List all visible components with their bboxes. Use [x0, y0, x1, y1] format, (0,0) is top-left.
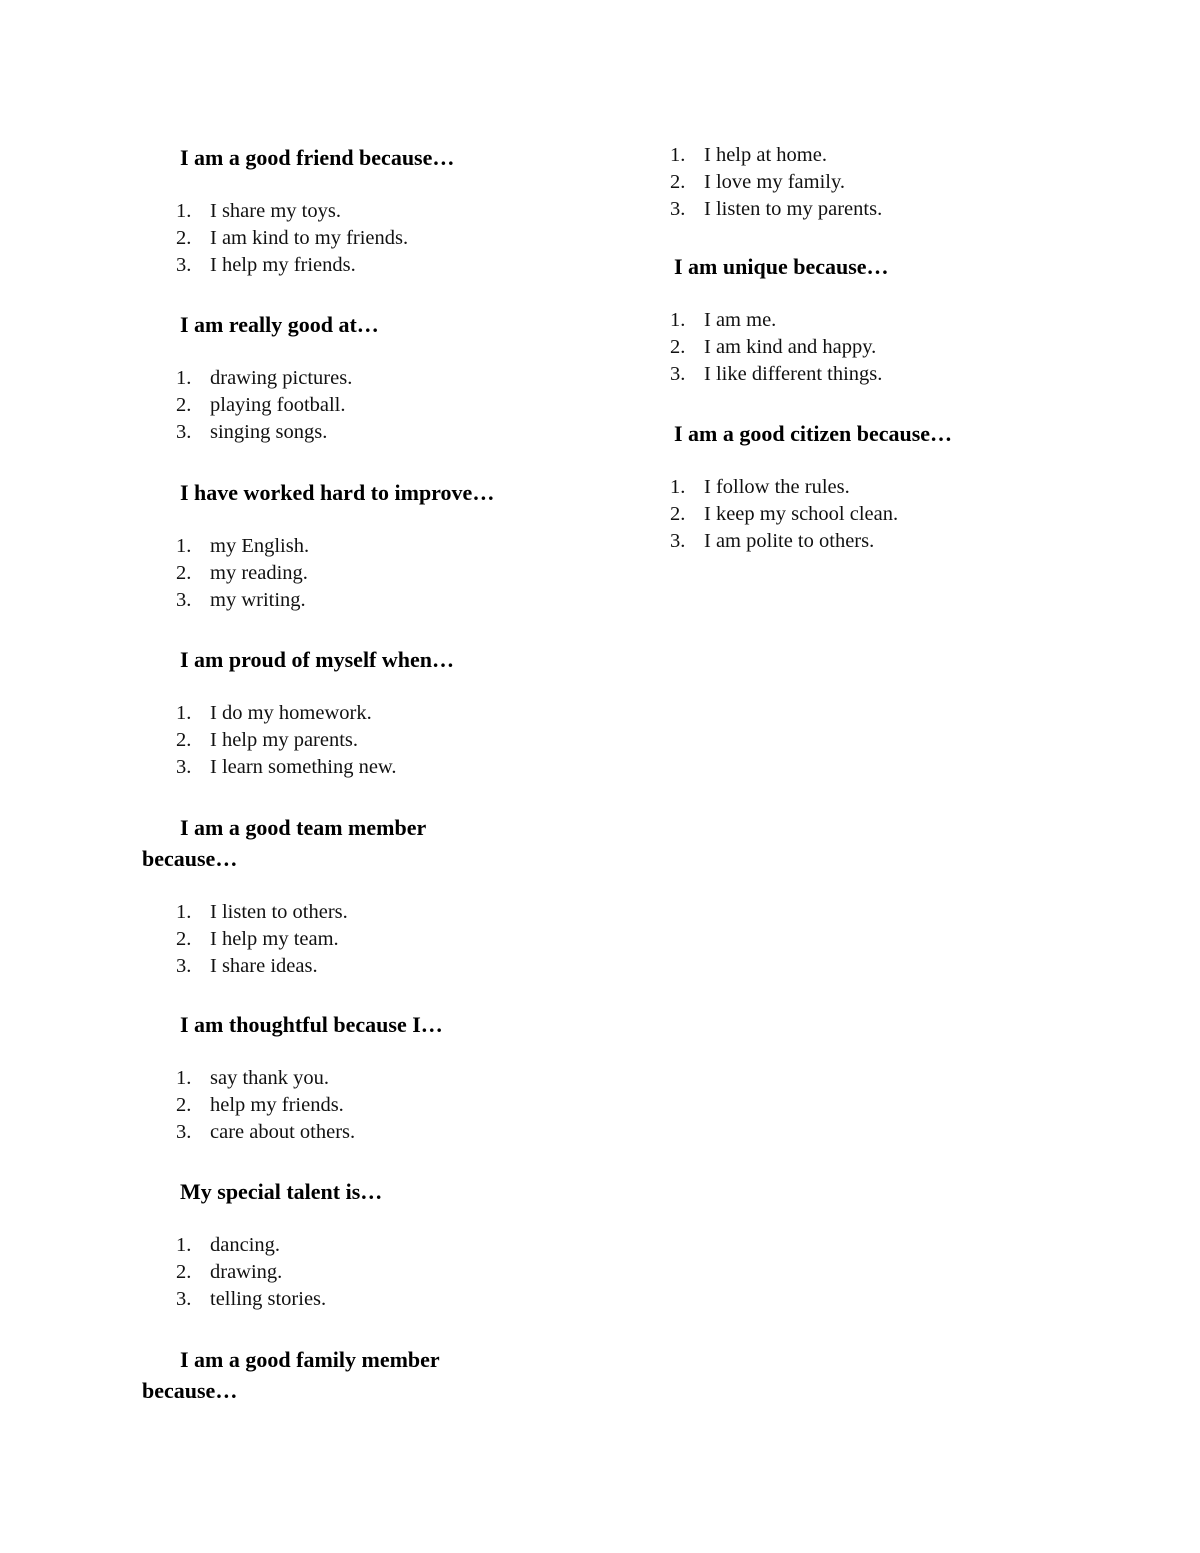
section-heading: I have worked hard to improve… [180, 480, 495, 505]
list-number: 1. [670, 144, 686, 166]
list-item [142, 1119, 642, 1146]
list-text: playing football. [210, 394, 346, 416]
list-text: say thank you. [210, 1067, 329, 1089]
list-item [142, 1232, 642, 1259]
list-text: dancing. [210, 1234, 281, 1256]
list-item [142, 926, 642, 953]
list-number: 2. [670, 503, 686, 525]
section-unique [636, 251, 1136, 388]
list-item [142, 225, 642, 252]
numbered-list [142, 1065, 642, 1146]
list-item [142, 700, 642, 727]
list-item [142, 1092, 642, 1119]
list-number: 1. [176, 1234, 192, 1256]
list-text: I keep my school clean. [704, 503, 899, 525]
list-item [142, 198, 642, 225]
list-number: 2. [176, 562, 192, 584]
section-heading-text: I am a good family member because… [142, 1347, 440, 1403]
list-number: 1. [670, 476, 686, 498]
section-heading-text: I am a good team member because… [142, 815, 426, 871]
list-text: my English. [210, 535, 310, 557]
numbered-list [142, 365, 642, 446]
list-text: I love my family. [704, 171, 845, 193]
list-text: I follow the rules. [704, 476, 850, 498]
section-family-member [142, 1344, 642, 1406]
list-number: 2. [176, 729, 192, 751]
list-item [142, 392, 642, 419]
list-item [636, 142, 1136, 169]
list-item [636, 169, 1136, 196]
list-text: help my friends. [210, 1094, 344, 1116]
list-number: 2. [670, 336, 686, 358]
list-text: I help my team. [210, 928, 339, 950]
section-heading: I am proud of myself when… [180, 647, 455, 672]
list-text: singing songs. [210, 421, 328, 443]
section-heading: My special talent is… [180, 1179, 383, 1204]
list-item [636, 474, 1136, 501]
section-thoughtful [142, 1009, 642, 1146]
list-text: I help at home. [704, 144, 827, 166]
section-heading: I am really good at… [180, 312, 379, 337]
list-number: 2. [176, 227, 192, 249]
section-proud-of-myself [142, 644, 642, 781]
list-item [142, 533, 642, 560]
list-text: my writing. [210, 589, 306, 611]
list-number: 3. [176, 254, 192, 276]
list-number: 3. [670, 363, 686, 385]
list-item [142, 365, 642, 392]
section-heading: I am a good friend because… [180, 145, 455, 170]
list-number: 2. [176, 394, 192, 416]
list-item [636, 334, 1136, 361]
list-item [636, 196, 1136, 223]
list-text: I learn something new. [210, 756, 397, 778]
list-item [142, 899, 642, 926]
section-special-talent [142, 1176, 642, 1313]
list-number: 3. [176, 421, 192, 443]
list-number: 2. [670, 171, 686, 193]
list-number: 1. [670, 309, 686, 331]
numbered-list [636, 474, 1136, 555]
section-family-member-continued [636, 142, 1136, 223]
list-item [142, 727, 642, 754]
list-number: 3. [670, 198, 686, 220]
list-item [142, 419, 642, 446]
list-text: I do my homework. [210, 702, 372, 724]
list-number: 1. [176, 702, 192, 724]
list-item [636, 528, 1136, 555]
list-number: 2. [176, 928, 192, 950]
list-item [142, 1065, 642, 1092]
list-text: I help my friends. [210, 254, 356, 276]
list-number: 2. [176, 1094, 192, 1116]
list-number: 3. [176, 589, 192, 611]
list-text: I am kind and happy. [704, 336, 877, 358]
numbered-list [142, 198, 642, 279]
section-team-member [142, 812, 642, 980]
list-text: I share ideas. [210, 955, 318, 977]
list-text: my reading. [210, 562, 308, 584]
list-number: 3. [176, 955, 192, 977]
section-heading: I am thoughtful because I… [180, 1012, 443, 1037]
section-heading: I am unique because… [674, 254, 889, 279]
list-number: 1. [176, 901, 192, 923]
numbered-list [636, 307, 1136, 388]
list-item [142, 754, 642, 781]
section-good-friend [142, 142, 642, 279]
list-text: I am me. [704, 309, 777, 331]
list-text: I like different things. [704, 363, 883, 385]
section-heading [142, 1344, 502, 1406]
numbered-list [142, 700, 642, 781]
list-item [142, 587, 642, 614]
list-item [636, 361, 1136, 388]
section-really-good-at [142, 309, 642, 446]
list-text: drawing. [210, 1261, 283, 1283]
section-heading [142, 812, 502, 874]
numbered-list [142, 533, 642, 614]
list-item [142, 252, 642, 279]
list-number: 1. [176, 367, 192, 389]
list-number: 3. [176, 756, 192, 778]
list-number: 1. [176, 535, 192, 557]
list-text: I am kind to my friends. [210, 227, 409, 249]
list-number: 1. [176, 1067, 192, 1089]
list-item [142, 560, 642, 587]
list-item [142, 1286, 642, 1313]
list-text: I am polite to others. [704, 530, 875, 552]
list-text: I listen to my parents. [704, 198, 883, 220]
list-number: 3. [176, 1121, 192, 1143]
section-heading: I am a good citizen because… [674, 421, 953, 446]
section-worked-hard [142, 477, 642, 614]
section-good-citizen [636, 418, 1136, 555]
numbered-list [142, 899, 642, 980]
list-text: I share my toys. [210, 200, 341, 222]
list-text: I listen to others. [210, 901, 348, 923]
list-number: 1. [176, 200, 192, 222]
list-number: 3. [176, 1288, 192, 1310]
list-text: drawing pictures. [210, 367, 353, 389]
numbered-list [142, 1232, 642, 1313]
numbered-list [636, 142, 1136, 223]
list-text: care about others. [210, 1121, 356, 1143]
list-text: telling stories. [210, 1288, 327, 1310]
list-item [142, 1259, 642, 1286]
list-item [636, 501, 1136, 528]
list-number: 3. [670, 530, 686, 552]
list-item [142, 953, 642, 980]
list-item [636, 307, 1136, 334]
list-number: 2. [176, 1261, 192, 1283]
list-text: I help my parents. [210, 729, 359, 751]
